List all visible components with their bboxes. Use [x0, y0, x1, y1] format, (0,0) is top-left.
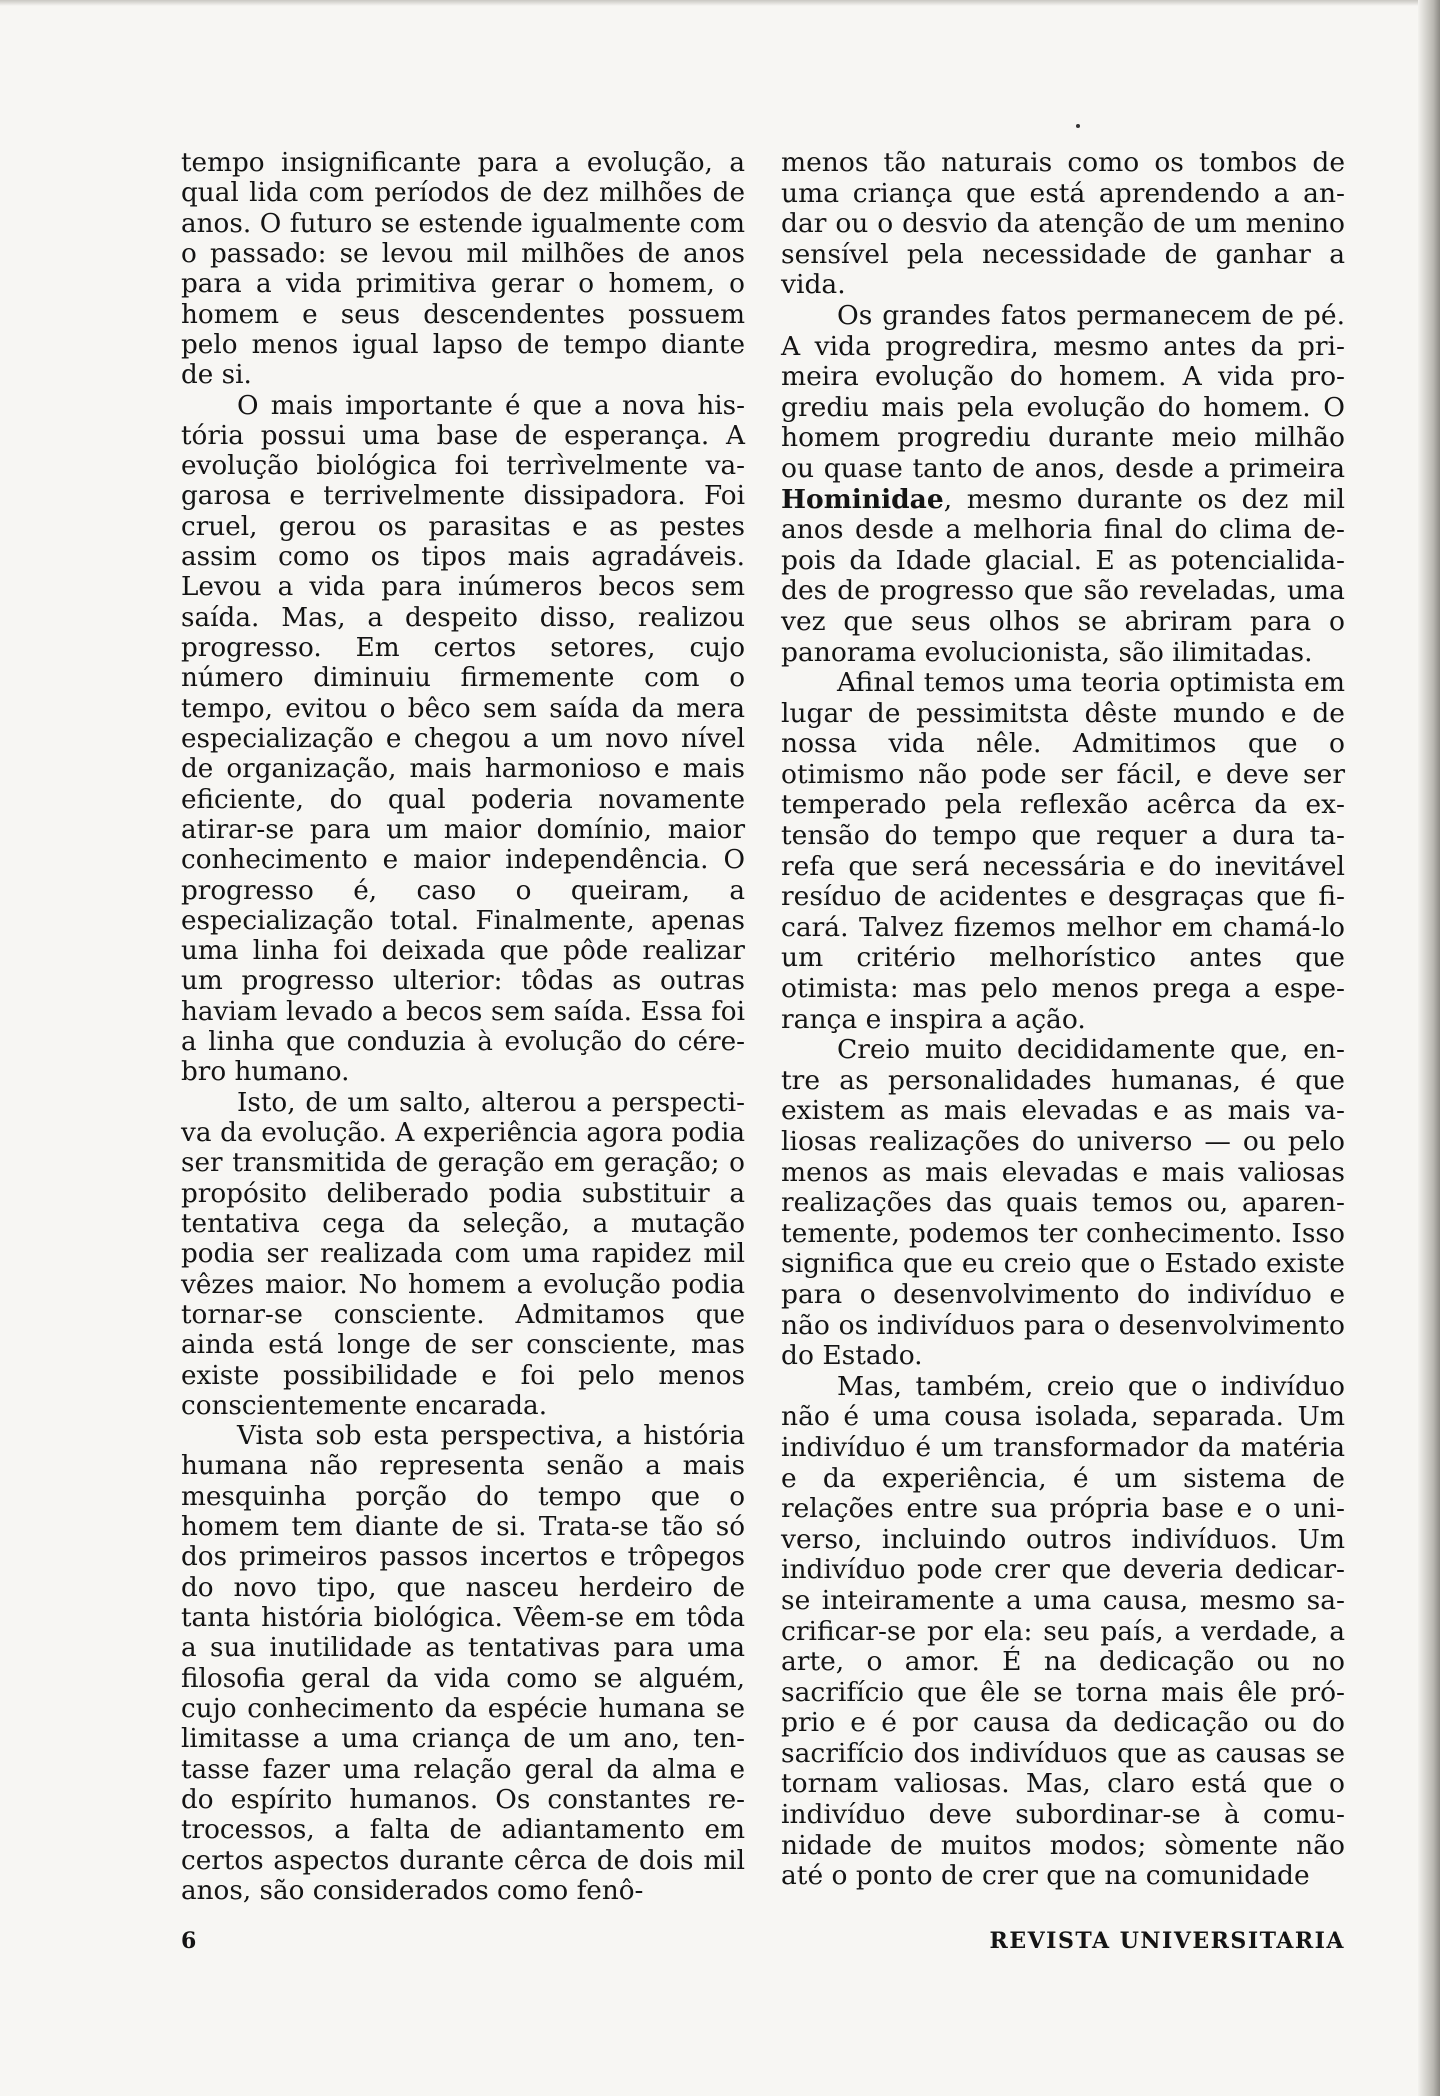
- right-paragraph-2-end: , mesmo durante os dez mil anos desde a melhoria final do clima depois da Idade glacial. E as potencialidades de progresso que são reveladas, uma vez que seus olhos se abriram para o panorama evolucionista, são ilimitadas.: [781, 483, 1345, 668]
- hominidae-term: Hominidae: [781, 483, 944, 515]
- page-number: 6: [181, 1928, 197, 1954]
- right-paragraph-2: [781, 301, 1345, 668]
- page-binding-shadow: [1418, 0, 1440, 2096]
- left-text-column: [181, 148, 745, 1906]
- right-paragraph-1: menos tão naturais como os tombos de uma criança que está aprendendo a andar ou o desvio da atenção de um menino sensível pela necessidade de ganhar a vida.: [781, 147, 1345, 301]
- right-text-column: [781, 148, 1345, 1892]
- right-paragraph-4: Creio muito decididamente que, entre as personalidades humanas, é que existem as mais elevadas e as mais valiosas realizações do universo — ou pelo menos as mais elevadas e mais valiosas realizações das quais temos ou, aparentemente, podemos ter conhecimento. Isso significa que eu creio que o Estado existe para o desenvolvimento do indivíduo e não os indivíduos para o desenvolvimento do Estado.: [781, 1034, 1345, 1372]
- left-paragraph-4: Vista sob esta perspectiva, a história humana não representa senão a mais mesquinha porção do tempo que o homem tem diante de si. Trata-se tão só dos primeiros passos incertos e trôpegos do novo tipo, que nasceu herdeiro de tanta história biológica. Vêem-se em tôda a sua inutilidade as tentativas para uma filosofia geral da vida como se alguém, cujo conhecimento da espécie humana se limitasse a uma criança de um ano, tentasse fazer uma relação geral da alma e do espírito humanos. Os constantes retrocessos, a falta de adiantamento em certos aspectos durante cêrca de dois mil anos, são considerados como fenô-: [181, 1421, 745, 1906]
- left-paragraph-1: tempo insignificante para a evolução, a qual lida com períodos de dez milhões de anos. O futuro se estende igualmente com o passado: se levou mil milhões de anos para a vida primitiva gerar o homem, o homem e seus descendentes possuem pelo menos igual lapso de tempo diante de si.: [181, 148, 745, 391]
- right-paragraph-3: Afinal temos uma teoria optimista em lugar de pessimitsta dêste mundo e de nossa vida nêle. Admitimos que o otimismo não pode ser fácil, e deve ser temperado pela reflexão acêrca da extensão do tempo que requer a dura tarefa que será necessária e do inevitável resíduo de acidentes e desgraças que ficará. Talvez fizemos melhor em chamá-lo um critério melhorístico antes que otimista: mas pelo menos prega a esperança e inspira a ação.: [781, 667, 1345, 1035]
- right-paragraph-2-start: Os grandes fatos permanecem de pé. A vida progredira, mesmo antes da primeira evolução do homem. A vida progrediu mais pela evolução do homem. O homem progrediu durante meio milhão ou quase tanto de anos, desde a primeira: [781, 299, 1345, 484]
- right-paragraph-5: Mas, também, creio que o indivíduo não é uma cousa isolada, separada. Um indivíduo é um transformador da matéria e da experiência, é um sistema de relações entre sua própria base e o universo, incluindo outros indivíduos. Um indivíduo pode crer que deveria dedicar-se inteiramente a uma causa, mesmo sacrificar-se por ela: seu país, a verdade, a arte, o amor. É na dedicação ou no sacrifício que êle se torna mais êle próprio e é por causa da dedicação ou do sacrifício dos indivíduos que as causas se tornam valiosas. Mas, claro está que o indivíduo deve subordinar-se à comunidade de muitos modos; sòmente não até o ponto de crer que na comunidade: [781, 1370, 1345, 1892]
- page-top-shadow: [0, 0, 1440, 6]
- journal-name: REVISTA UNIVERSITARIA: [989, 1928, 1345, 1954]
- left-paragraph-2: O mais importante é que a nova história possui uma base de esperança. A evolução biológica foi terrìvelmente vagarosa e terrivelmente dissipadora. Foi cruel, gerou os parasitas e as pestes assim como os tipos mais agradáveis. Levou a vida para inúmeros becos sem saída. Mas, a despeito disso, realizou progresso. Em certos setores, cujo número diminuiu firmemente com o tempo, evitou o bêco sem saída da mera especialização e chegou a um novo nível de organização, mais harmonioso e mais eficiente, do qual poderia novamente atirar-se para um maior domínio, maior conhecimento e maior independência. O progresso é, caso o queiram, a especialização total. Finalmente, apenas uma linha foi deixada que pôde realizar um progresso ulterior: tôdas as outras haviam levado a becos sem saída. Essa foi a linha que conduzia à evolução do cérebro humano.: [181, 390, 745, 1088]
- left-paragraph-3: Isto, de um salto, alterou a perspectiva da evolução. A experiência agora podia ser transmitida de geração em geração; o propósito deliberado podia substituir a tentativa cega da seleção, a mutação podia ser realizada com uma rapidez mil vêzes maior. No homem a evolução podia tornar-se consciente. Admitamos que ainda está longe de ser consciente, mas existe possibilidade e foi pelo menos conscientemente encarada.: [181, 1087, 745, 1421]
- print-speck: [1076, 124, 1080, 128]
